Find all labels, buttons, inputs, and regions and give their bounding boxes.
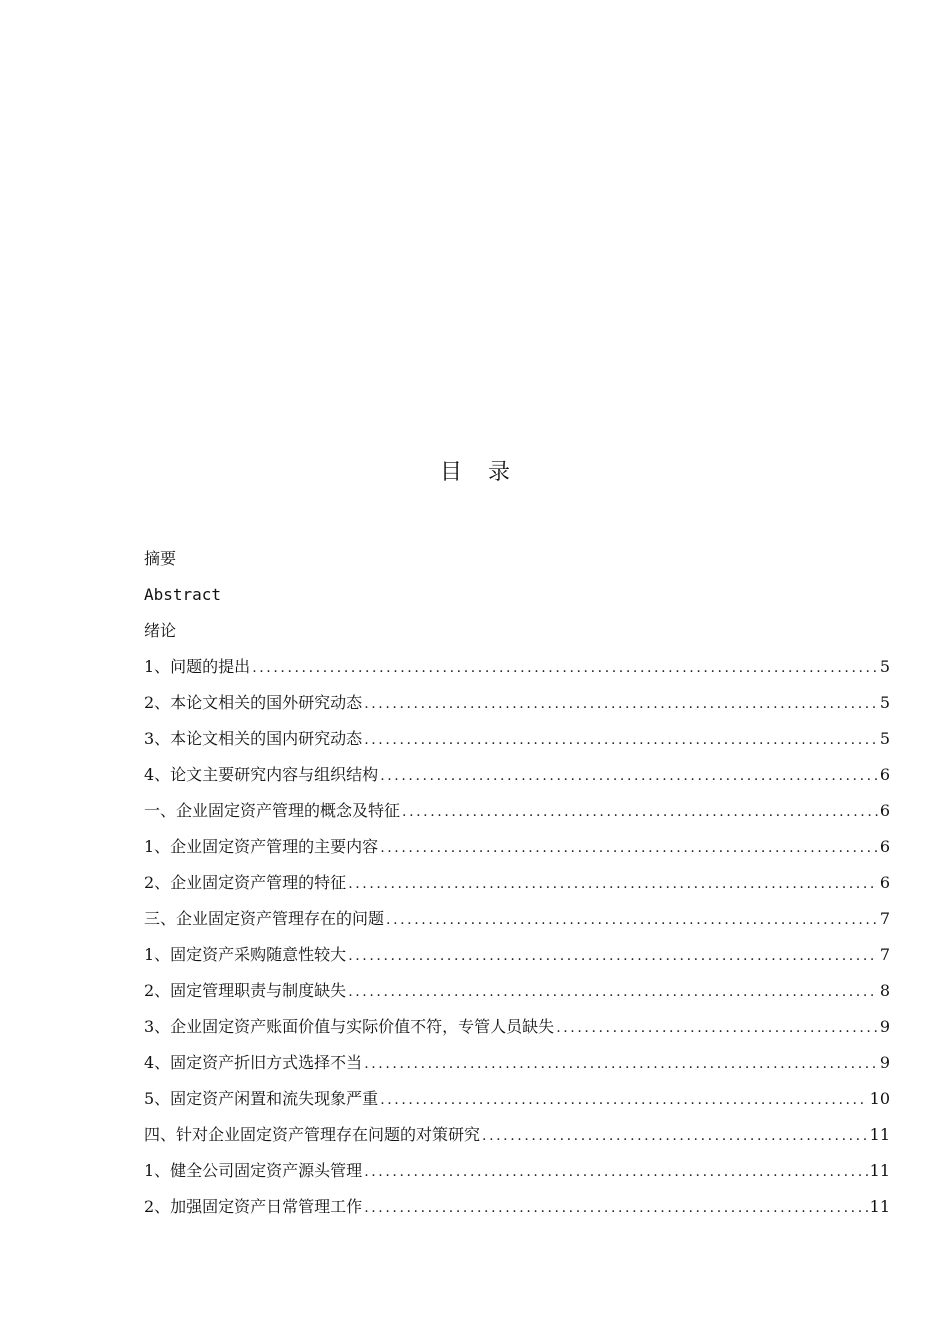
toc-entry-label: 1、健全公司固定资产源头管理 <box>144 1161 363 1180</box>
toc-title <box>0 458 950 488</box>
toc-entry-page: 6 <box>879 837 890 856</box>
toc-dot-leader <box>364 725 878 755</box>
toc-title-char-1: 目 <box>439 460 462 485</box>
toc-entry-label: 绪论 <box>144 621 177 640</box>
toc-entry[interactable] <box>144 976 890 1012</box>
toc-dot-leader <box>380 833 878 863</box>
toc-entry-label: 四、针对企业固定资产管理存在问题的对策研究 <box>144 1125 481 1144</box>
toc-entry-page: 9 <box>879 1053 890 1072</box>
toc-entry-page: 6 <box>879 801 890 820</box>
toc-dot-leader <box>364 689 878 719</box>
toc-entry[interactable] <box>144 1192 890 1228</box>
toc-entry-label: 4、论文主要研究内容与组织结构 <box>144 765 379 784</box>
toc-entry-label: 2、固定管理职责与制度缺失 <box>144 981 347 1000</box>
toc-entry-page: 5 <box>879 729 890 748</box>
toc-entry[interactable] <box>144 940 890 976</box>
toc-dot-leader <box>380 1085 867 1115</box>
toc-entry-abstract-en[interactable] <box>144 580 890 616</box>
toc-dot-leader <box>348 941 878 971</box>
toc-entry-label: 三、企业固定资产管理存在的问题 <box>144 909 385 928</box>
toc-dot-leader <box>252 653 878 683</box>
toc-entry-label: 5、固定资产闲置和流失现象严重 <box>144 1089 379 1108</box>
toc-dot-leader <box>482 1121 868 1151</box>
toc-entry[interactable] <box>144 868 890 904</box>
toc-dot-leader <box>348 977 878 1007</box>
toc-entry-label: 1、固定资产采购随意性较大 <box>144 945 347 964</box>
toc-dot-leader <box>348 869 878 899</box>
toc-entry-page: 8 <box>879 981 890 1000</box>
toc-entry-label: 3、本论文相关的国内研究动态 <box>144 729 363 748</box>
toc-entry-page: 10 <box>869 1089 890 1108</box>
toc-entry-label: 4、固定资产折旧方式选择不当 <box>144 1053 363 1072</box>
toc-entry[interactable] <box>144 1012 890 1048</box>
toc-entry-page: 11 <box>869 1161 890 1180</box>
toc-entry[interactable] <box>144 652 890 688</box>
toc-dot-leader <box>380 761 878 791</box>
toc-entry-label: 2、加强固定资产日常管理工作 <box>144 1197 363 1216</box>
toc-entry-page: 7 <box>879 909 890 928</box>
toc-entry-introduction[interactable] <box>144 616 890 652</box>
toc-entry[interactable] <box>144 904 890 940</box>
toc-dot-leader <box>364 1157 867 1187</box>
toc-entry-label: 2、企业固定资产管理的特征 <box>144 873 347 892</box>
toc-entry-label: 2、本论文相关的国外研究动态 <box>144 693 363 712</box>
toc-entry-page: 9 <box>879 1017 890 1036</box>
toc-entry[interactable] <box>144 688 890 724</box>
toc-entry-page: 11 <box>869 1197 890 1216</box>
toc-entry-label: 摘要 <box>144 549 177 568</box>
toc-entry-page: 7 <box>879 945 890 964</box>
toc-entry[interactable] <box>144 724 890 760</box>
toc-title-char-2: 录 <box>488 460 511 485</box>
toc-entry[interactable] <box>144 796 890 832</box>
toc-entry-label: 1、问题的提出 <box>144 657 251 676</box>
toc-entry-label: 一、企业固定资产管理的概念及特征 <box>144 801 401 820</box>
toc-entry[interactable] <box>144 760 890 796</box>
toc-entry-page: 6 <box>879 873 890 892</box>
toc-entry-label: Abstract <box>144 585 222 604</box>
table-of-contents <box>144 544 890 1228</box>
toc-entry[interactable] <box>144 1120 890 1156</box>
toc-entry-page: 6 <box>879 765 890 784</box>
toc-entry-abstract-cn[interactable] <box>144 544 890 580</box>
toc-dot-leader <box>364 1049 878 1079</box>
toc-entry[interactable] <box>144 832 890 868</box>
toc-entry-page: 11 <box>869 1125 890 1144</box>
toc-entry-page: 5 <box>879 693 890 712</box>
toc-entry-label: 1、企业固定资产管理的主要内容 <box>144 837 379 856</box>
toc-dot-leader <box>556 1013 878 1043</box>
toc-dot-leader <box>386 905 878 935</box>
toc-entry[interactable] <box>144 1156 890 1192</box>
toc-entry-label: 3、企业固定资产账面价值与实际价值不符，专管人员缺失 <box>144 1017 555 1036</box>
toc-entry[interactable] <box>144 1084 890 1120</box>
toc-dot-leader <box>402 797 878 827</box>
toc-entry-page: 5 <box>879 657 890 676</box>
toc-entry[interactable] <box>144 1048 890 1084</box>
toc-dot-leader <box>364 1193 867 1223</box>
